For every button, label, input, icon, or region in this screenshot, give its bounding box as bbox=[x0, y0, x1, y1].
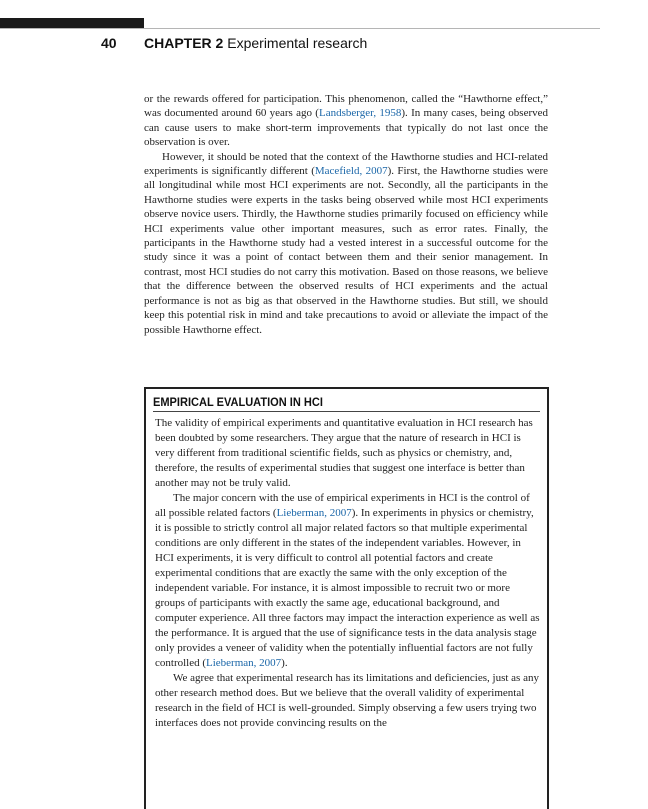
box-p2-end: ). bbox=[281, 657, 288, 669]
body-p1-end: ). In many cases, being observed can cause users to make short-term improvements that typically do not last once the observation is over. bbox=[144, 107, 548, 149]
body-text bbox=[144, 92, 548, 337]
chapter-label: CHAPTER 2 bbox=[144, 35, 224, 51]
body-paragraph-1 bbox=[144, 92, 548, 150]
citation-link[interactable]: Lieberman, 2007 bbox=[276, 507, 352, 519]
top-rule bbox=[0, 18, 144, 28]
body-p2-text: However, it should be noted that the context of the Hawthorne studies and HCI-related experiments is significantly different ( bbox=[144, 150, 548, 178]
box-p2-mid: ). In experiments in physics or chemistry, it is possible to strictly control all major related factors so that multiple experimental conditions are only different in the states of the independent variables. However, in HCI experiments, it is very difficult to control all potential factors and create experimental conditions that are exactly the same with the only exception of the independent variable. For instance, it is almost impossible to recruit two or more groups of participants with exactly the same age, educational background, and computer experience. All three factors may impact the interaction experience as well as the performance. It is argued that the use of significance tests in the data analysis stage only provides a veneer of validity when the potentially influential factors are not fully controlled ( bbox=[155, 507, 540, 669]
box-paragraph-2 bbox=[155, 491, 540, 671]
chapter-title: Experimental research bbox=[227, 35, 368, 51]
page-number: 40 bbox=[101, 35, 117, 51]
body-p2-end: ). First, the Hawthorne studies were all longitudinal while most HCI experiments are not. Secondly, all the participants in the Hawthorne studies were experts in the tasks being observed while most HCI experiments observe novice users. Thirdly, the Hawthorne studies primarily focused on efficiency while HCI experiments value other important measures, such as error rates. Finally, the participants in the Hawthorne study had a vested interest in a successful outcome for the study since it was a point of contact between them and their senior management. In contrast, most HCI studies do not carry this motivation. Based on those reasons, we believe that the difference between the observed results of HCI experiments and the actual performance is not as big as that observed in the Hawthorne studies. But still, we should keep this potential risk in mind and take precautions to avoid or alleviate the impact of the possible Hawthorne effect. bbox=[144, 165, 548, 336]
body-p1-text: or the rewards offered for participation. This phenomenon, called the “Hawthorne effect,” was documented around 60 years ago ( bbox=[144, 93, 548, 120]
citation-link[interactable]: Lieberman, 2007 bbox=[206, 657, 282, 669]
box-text bbox=[155, 416, 540, 731]
box-title-rule bbox=[153, 411, 540, 412]
sidebar-box bbox=[144, 387, 549, 809]
box-paragraph-3: We agree that experimental research has its limitations and deficiencies, just as any other research method does. But we believe that the overall validity of experimental research in the field of HCI is well-grounded. Simply observing a few users trying two interfaces does not provide convincing results on the bbox=[155, 672, 539, 729]
box-paragraph-1: The validity of empirical experiments and quantitative evaluation in HCI research has been doubted by some researchers. They argue that the nature of research in HCI is very different from traditional scientific fields, such as physics or chemistry, and, therefore, the results of experimental studies that suggest one interface is better than another may not be truly valid. bbox=[155, 417, 533, 489]
citation-link[interactable]: Landsberger, 1958 bbox=[318, 107, 402, 120]
header-divider bbox=[0, 28, 600, 29]
citation-link[interactable]: Macefield, 2007 bbox=[314, 165, 388, 178]
box-title: EMPIRICAL EVALUATION IN HCI bbox=[153, 395, 323, 409]
body-paragraph-2 bbox=[144, 150, 548, 337]
running-header bbox=[144, 35, 367, 51]
box-p2-text: The major concern with the use of empirical experiments in HCI is the control of all possible related factors ( bbox=[155, 492, 530, 519]
